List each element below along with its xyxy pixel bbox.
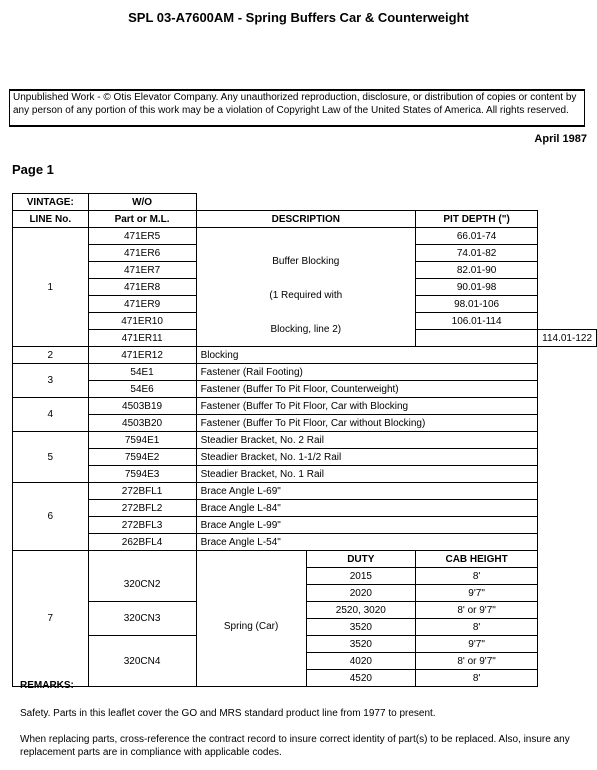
- pit-depth: 114.01-122: [538, 330, 597, 347]
- cab-height-value: 8' or 9'7": [416, 602, 538, 619]
- description-header: DESCRIPTION: [196, 211, 415, 228]
- duty-value: 3520: [306, 619, 415, 636]
- remarks-replacement: When replacing parts, cross-reference the contract record to insure correct identity of part(s) to be replaced. Also, insure any replacement parts are in compliance with applicable codes.: [20, 734, 570, 758]
- part-description: Steadier Bracket, No. 1 Rail: [196, 466, 538, 483]
- part-number: 471ER12: [88, 347, 196, 364]
- table-row: [13, 449, 597, 466]
- table-row: [13, 398, 597, 415]
- duty-header: DUTY: [306, 551, 415, 568]
- table-row: [13, 517, 597, 534]
- part-number: 471ER9: [88, 296, 196, 313]
- duty-value: 4520: [306, 670, 415, 687]
- part-number: 4503B20: [88, 415, 196, 432]
- line-number: 7: [13, 551, 89, 687]
- spring-description: Spring (Car): [196, 568, 306, 687]
- table-row: [13, 381, 597, 398]
- part-header: Part or M.L.: [88, 211, 196, 228]
- line-number: 5: [13, 432, 89, 483]
- table-row: [13, 483, 597, 500]
- table-row: [13, 432, 597, 449]
- table-row: [13, 364, 597, 381]
- cab-height-value: 8': [416, 670, 538, 687]
- part-description: Brace Angle L-84": [196, 500, 538, 517]
- part-number: 262BFL4: [88, 534, 196, 551]
- part-number: 4503B19: [88, 398, 196, 415]
- header-spacer: [196, 194, 538, 211]
- line-number: 1: [13, 228, 89, 347]
- cab-height-header: CAB HEIGHT: [416, 551, 538, 568]
- parts-table: [12, 193, 597, 687]
- part-number: 54E1: [88, 364, 196, 381]
- duty-value: 2015: [306, 568, 415, 585]
- duty-value: 4020: [306, 653, 415, 670]
- part-description: Fastener (Buffer To Pit Floor, Car without Blocking): [196, 415, 538, 432]
- part-number: 7594E1: [88, 432, 196, 449]
- buffer-description: (1 Required with: [196, 279, 415, 313]
- table-row: [13, 245, 597, 262]
- remarks-safety: Safety. Parts in this leaflet cover the GO and MRS standard product line from 1977 to present.: [20, 708, 436, 719]
- part-description: Steadier Bracket, No. 1-1/2 Rail: [196, 449, 538, 466]
- spring-header-row: [13, 551, 597, 568]
- pit-depth: 82.01-90: [416, 262, 538, 279]
- part-number: 272BFL2: [88, 500, 196, 517]
- table-row: [13, 347, 597, 364]
- duty-value: 2020: [306, 585, 415, 602]
- table-row: [13, 313, 597, 330]
- part-number: 471ER7: [88, 262, 196, 279]
- part-description: Brace Angle L-69": [196, 483, 538, 500]
- part-description: Fastener (Buffer To Pit Floor, Car with Blocking: [196, 398, 538, 415]
- duty-value: 3520: [306, 636, 415, 653]
- document-date: April 1987: [534, 133, 587, 145]
- part-number: 7594E2: [88, 449, 196, 466]
- part-description: Blocking: [196, 347, 538, 364]
- part-spacer: [88, 551, 196, 568]
- line-number: 2: [13, 347, 89, 364]
- pit-depth: 74.01-82: [416, 245, 538, 262]
- description-spacer: [196, 228, 415, 245]
- table-row: [13, 466, 597, 483]
- remarks-heading: REMARKS:: [20, 680, 74, 691]
- buffer-description: Blocking, line 2): [196, 313, 415, 347]
- pit-depth-header: PIT DEPTH ("): [416, 211, 538, 228]
- part-description: Brace Angle L-54": [196, 534, 538, 551]
- page-number: Page 1: [12, 162, 54, 177]
- line-number: 3: [13, 364, 89, 398]
- description-spacer: [196, 551, 306, 568]
- document-title: SPL 03-A7600AM - Spring Buffers Car & Counterweight: [128, 10, 469, 25]
- description-spacer: [416, 330, 538, 347]
- pit-depth: 98.01-106: [416, 296, 538, 313]
- spring-part-number: 320CN2: [88, 568, 196, 602]
- duty-value: 2520, 3020: [306, 602, 415, 619]
- pit-depth: 90.01-98: [416, 279, 538, 296]
- copyright-notice: Unpublished Work - © Otis Elevator Company. Any unauthorized reproduction, disclosure, or distribution of copies or content by any person of any portion of this work may be a violation of Copyright Law of the United States of America. All rights reserved.: [9, 89, 585, 127]
- part-number: 471ER11: [88, 330, 196, 347]
- part-number: 272BFL3: [88, 517, 196, 534]
- part-number: 471ER6: [88, 245, 196, 262]
- table-row: [13, 415, 597, 432]
- cab-height-value: 8' or 9'7": [416, 653, 538, 670]
- pit-depth: 66.01-74: [416, 228, 538, 245]
- pit-depth: 106.01-114: [416, 313, 538, 330]
- part-description: Fastener (Rail Footing): [196, 364, 538, 381]
- cab-height-value: 9'7": [416, 585, 538, 602]
- table-row: [13, 568, 597, 585]
- line-number: 6: [13, 483, 89, 551]
- wo-label: W/O: [88, 194, 196, 211]
- part-number: 471ER10: [88, 313, 196, 330]
- cab-height-value: 8': [416, 568, 538, 585]
- part-description: Fastener (Buffer To Pit Floor, Counterweight): [196, 381, 538, 398]
- spring-part-number: 320CN4: [88, 636, 196, 687]
- part-description: Brace Angle L-99": [196, 517, 538, 534]
- part-number: 471ER8: [88, 279, 196, 296]
- line-no-header: LINE No.: [13, 211, 89, 228]
- part-number: 272BFL1: [88, 483, 196, 500]
- header-row-1: [13, 194, 597, 211]
- spring-part-number: 320CN3: [88, 602, 196, 636]
- buffer-description: Buffer Blocking: [196, 245, 415, 279]
- cab-height-value: 9'7": [416, 636, 538, 653]
- line-number: 4: [13, 398, 89, 432]
- table-row: [13, 500, 597, 517]
- part-number: 7594E3: [88, 466, 196, 483]
- part-number: 471ER5: [88, 228, 196, 245]
- part-description: Steadier Bracket, No. 2 Rail: [196, 432, 538, 449]
- table-row: [13, 228, 597, 245]
- vintage-label: VINTAGE:: [13, 194, 89, 211]
- table-row: [13, 279, 597, 296]
- part-number: 54E6: [88, 381, 196, 398]
- cab-height-value: 8': [416, 619, 538, 636]
- table-row: [13, 534, 597, 551]
- header-row-2: [13, 211, 597, 228]
